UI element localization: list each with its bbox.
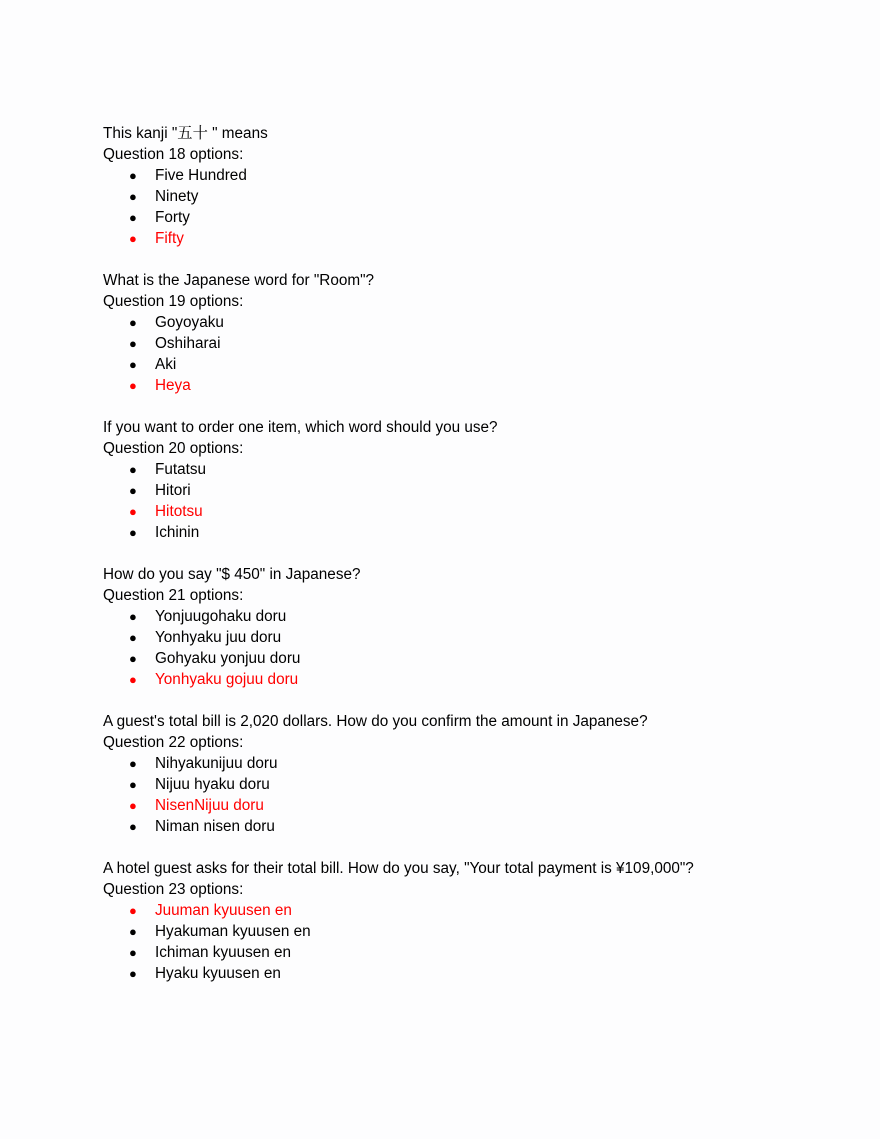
option-item — [103, 627, 694, 648]
option-text: Ichinin — [155, 524, 200, 541]
bullet-icon: ● — [129, 378, 137, 393]
option-text: Gohyaku yonjuu doru — [155, 650, 301, 667]
bullet-icon: ● — [129, 651, 137, 666]
question-prompt: This kanji "五十 " means — [103, 125, 268, 142]
bullet-icon: ● — [129, 357, 137, 372]
bullet-icon: ● — [129, 903, 137, 918]
option-text: Oshiharai — [155, 335, 221, 352]
bullet-icon: ● — [129, 609, 137, 624]
option-text: Aki — [155, 356, 177, 373]
option-item — [103, 648, 694, 669]
correct-option — [103, 900, 694, 921]
option-text: Hyaku kyuusen en — [155, 965, 281, 982]
option-item — [103, 480, 694, 501]
bullet-icon: ● — [129, 315, 137, 330]
bullet-icon: ● — [129, 525, 137, 540]
option-text: Hitori — [155, 482, 191, 499]
question-prompt: What is the Japanese word for "Room"? — [103, 272, 375, 289]
question-block — [103, 417, 694, 543]
option-item — [103, 921, 694, 942]
option-item — [103, 333, 694, 354]
bullet-icon: ● — [129, 189, 137, 204]
question-options-label: Question 20 options: — [103, 440, 244, 457]
correct-option — [103, 669, 694, 690]
question-block — [103, 564, 694, 690]
question-block — [103, 858, 694, 984]
option-item — [103, 606, 694, 627]
bullet-icon: ● — [129, 483, 137, 498]
question-prompt: How do you say "$ 450" in Japanese? — [103, 566, 361, 583]
option-text: Futatsu — [155, 461, 207, 478]
bullet-icon: ● — [129, 819, 137, 834]
option-item — [103, 942, 694, 963]
option-item — [103, 522, 694, 543]
option-item — [103, 459, 694, 480]
option-text: Juuman kyuusen en — [155, 902, 292, 919]
question-block — [103, 270, 694, 396]
option-text: Ninety — [155, 188, 199, 205]
question-options-label: Question 23 options: — [103, 881, 244, 898]
bullet-icon: ● — [129, 630, 137, 645]
option-text: Yonjuugohaku doru — [155, 608, 287, 625]
option-item — [103, 354, 694, 375]
option-text: NisenNijuu doru — [155, 797, 264, 814]
option-text: Niman nisen doru — [155, 818, 275, 835]
option-text: Ichiman kyuusen en — [155, 944, 292, 961]
bullet-icon: ● — [129, 945, 137, 960]
option-text: Heya — [155, 377, 191, 394]
bullet-icon: ● — [129, 504, 137, 519]
option-item — [103, 207, 694, 228]
question-prompt: If you want to order one item, which word should you use? — [103, 419, 498, 436]
option-item — [103, 774, 694, 795]
option-item — [103, 312, 694, 333]
bullet-icon: ● — [129, 336, 137, 351]
question-options-label: Question 22 options: — [103, 734, 244, 751]
option-text: Yonhyaku gojuu doru — [155, 671, 299, 688]
bullet-icon: ● — [129, 966, 137, 981]
option-item — [103, 816, 694, 837]
option-item — [103, 963, 694, 984]
question-prompt: A hotel guest asks for their total bill. How do you say, "Your total payment is ¥109,000"? — [103, 860, 694, 877]
question-options-label: Question 18 options: — [103, 146, 244, 163]
bullet-icon: ● — [129, 777, 137, 792]
option-text: Nihyakunijuu doru — [155, 755, 278, 772]
option-text: Fifty — [155, 230, 184, 247]
bullet-icon: ● — [129, 462, 137, 477]
bullet-icon: ● — [129, 231, 137, 246]
correct-option — [103, 501, 694, 522]
correct-option — [103, 795, 694, 816]
bullet-icon: ● — [129, 210, 137, 225]
question-block — [103, 123, 694, 249]
option-text: Hyakuman kyuusen en — [155, 923, 311, 940]
option-text: Hitotsu — [155, 503, 203, 520]
question-block — [103, 711, 694, 837]
option-item — [103, 165, 694, 186]
correct-option — [103, 228, 694, 249]
option-text: Five Hundred — [155, 167, 247, 184]
question-prompt: A guest's total bill is 2,020 dollars. How do you confirm the amount in Japanese? — [103, 713, 648, 730]
bullet-icon: ● — [129, 168, 137, 183]
option-text: Goyoyaku — [155, 314, 224, 331]
bullet-icon: ● — [129, 798, 137, 813]
correct-option — [103, 375, 694, 396]
bullet-icon: ● — [129, 672, 137, 687]
question-options-label: Question 19 options: — [103, 293, 244, 310]
option-text: Nijuu hyaku doru — [155, 776, 270, 793]
option-item — [103, 186, 694, 207]
question-options-label: Question 21 options: — [103, 587, 244, 604]
option-item — [103, 753, 694, 774]
bullet-icon: ● — [129, 924, 137, 939]
option-text: Forty — [155, 209, 190, 226]
quiz-document — [103, 123, 694, 1005]
option-text: Yonhyaku juu doru — [155, 629, 282, 646]
bullet-icon: ● — [129, 756, 137, 771]
